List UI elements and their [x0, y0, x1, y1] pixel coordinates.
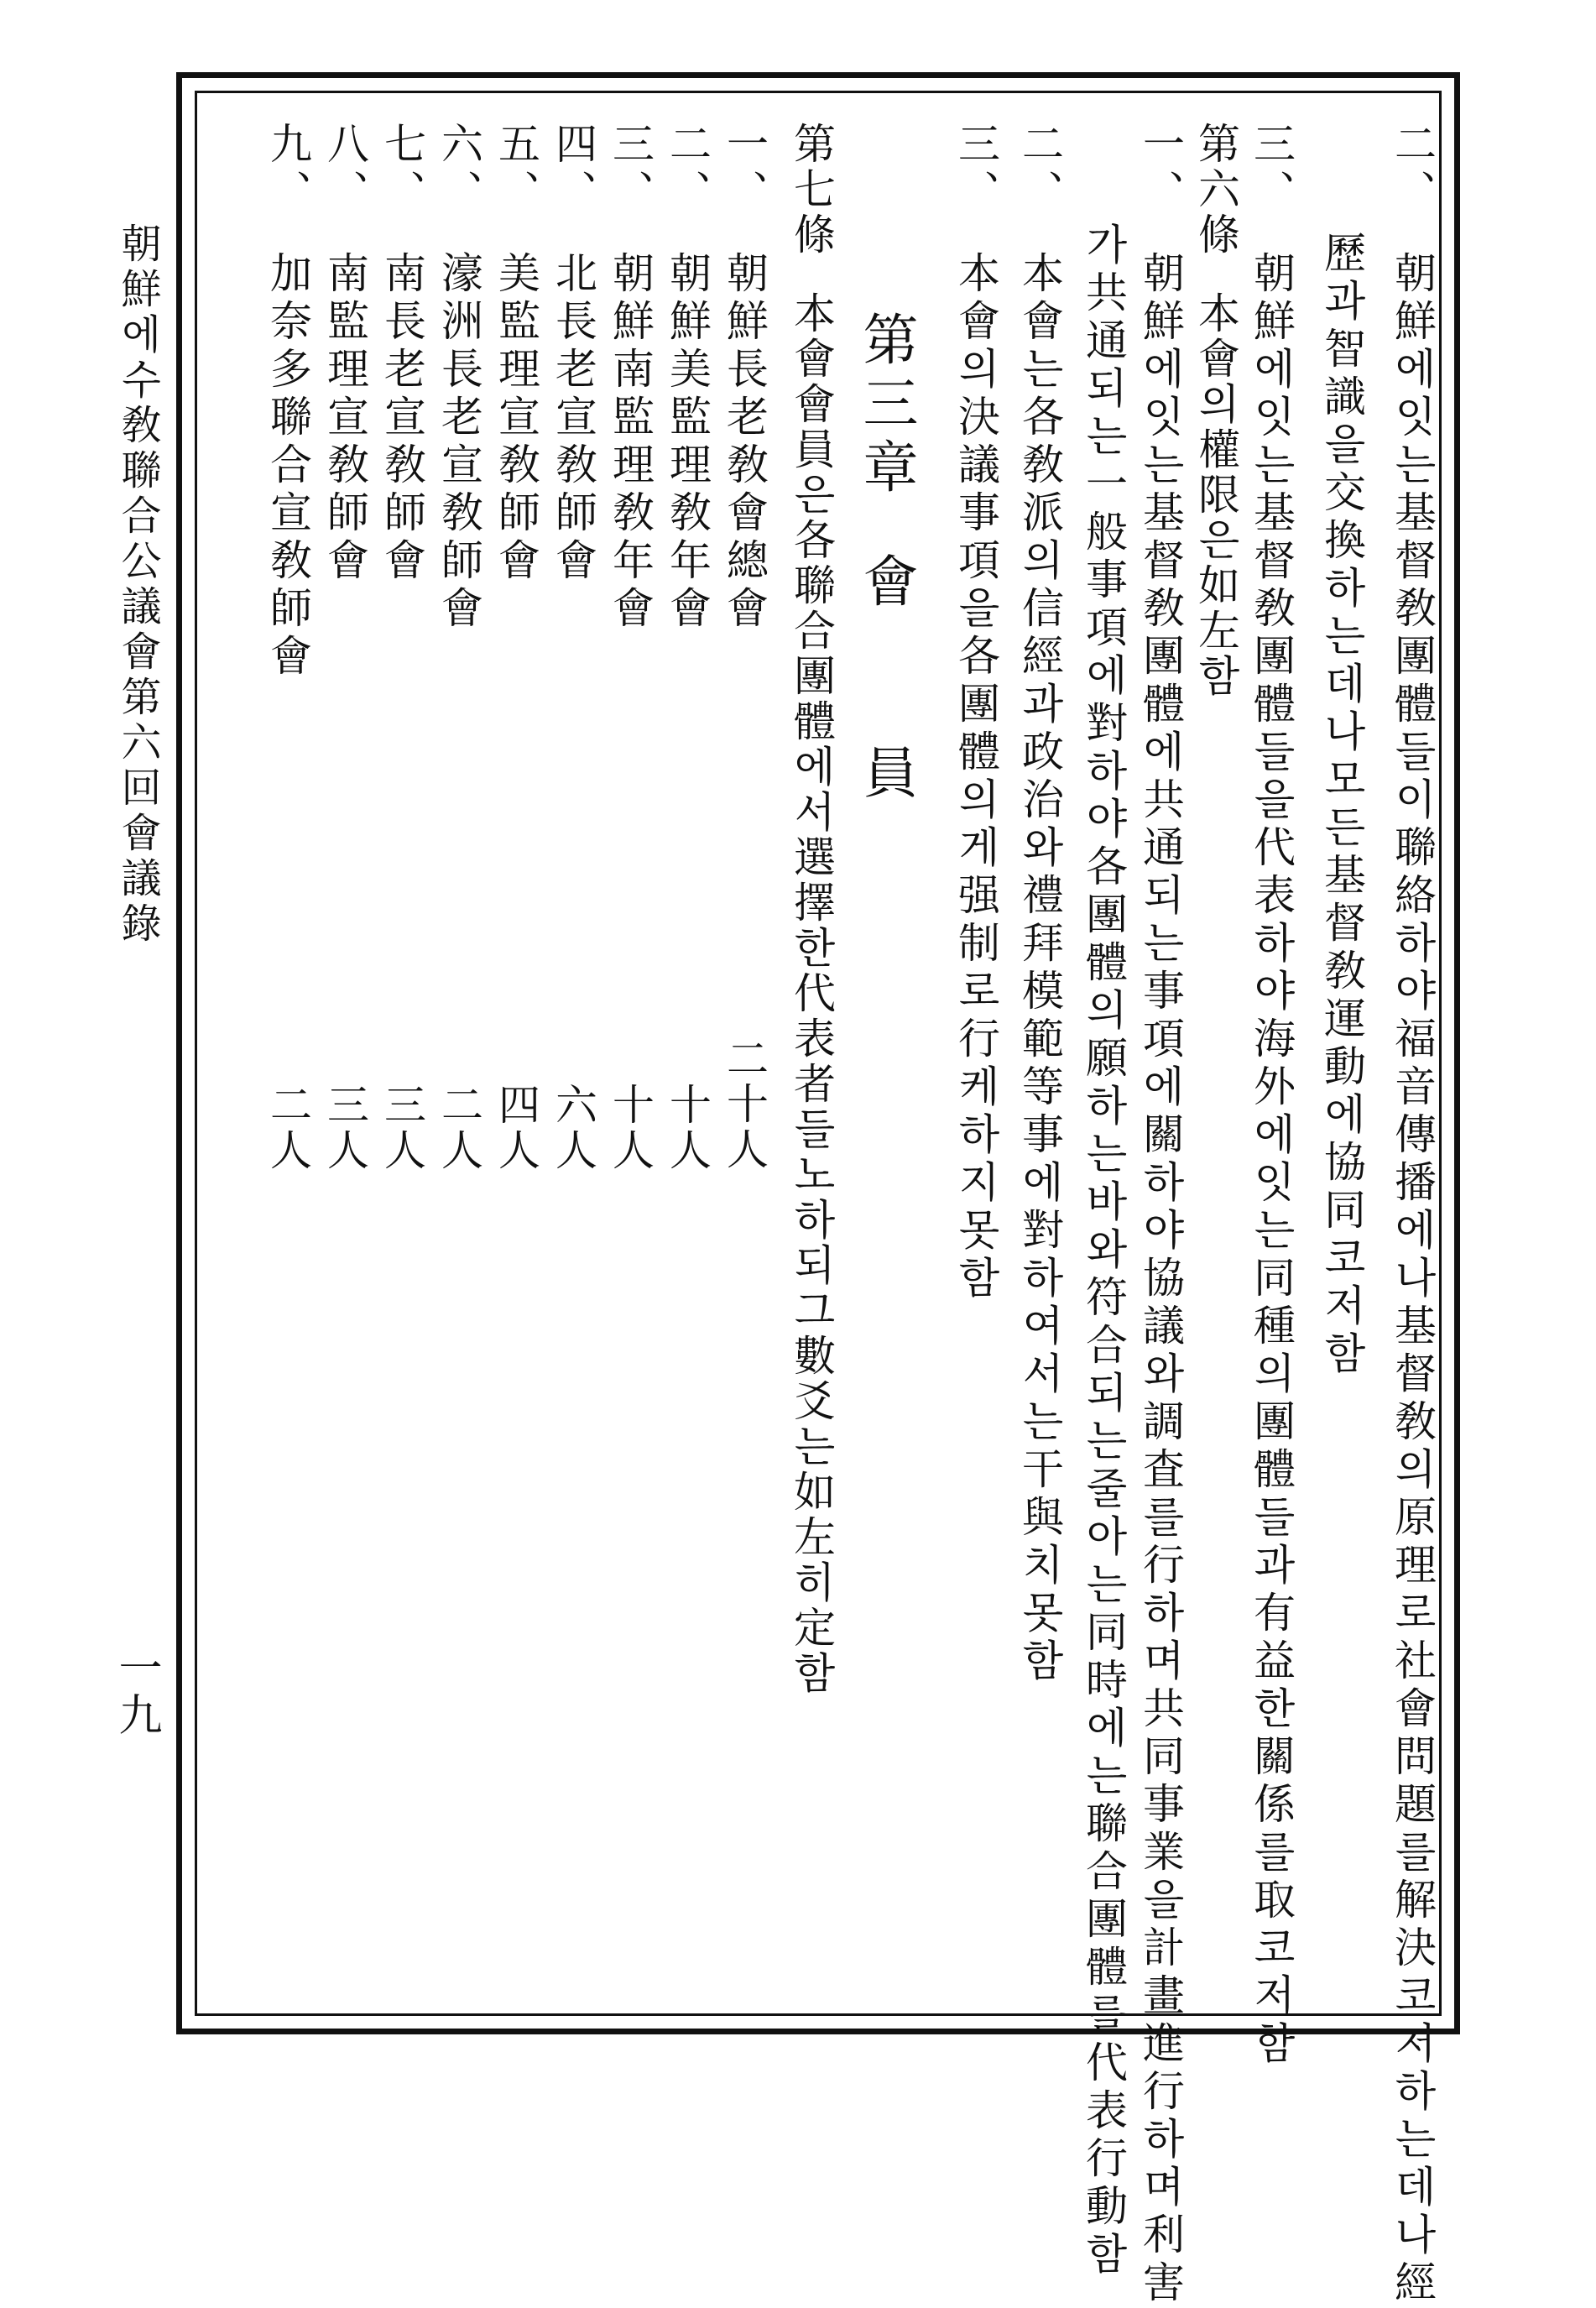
member-name: 朝鮮美監理敎年會 — [663, 251, 712, 634]
member-name: 美監理宣敎師會 — [492, 251, 540, 586]
article-7-heading — [787, 122, 836, 1696]
continuation-item-2-line-2 — [1317, 231, 1366, 1379]
member-name: 加奈多聯合宣敎師會 — [263, 251, 312, 681]
article-6-item-1-line-2 — [1079, 222, 1128, 2279]
item-text: 朝鮮에잇는基督敎團體에共通되는事項에關하야協議와調査를行하며共同事業을計畫進行하며利害 — [1136, 251, 1185, 2308]
member-name: 朝鮮南監理敎年會 — [606, 251, 655, 634]
member-label: 六、 — [435, 122, 483, 217]
member-row — [549, 122, 597, 586]
page-number: 一九 — [111, 1645, 161, 1739]
article-6-item-1-line-1 — [1136, 122, 1185, 2308]
member-label: 八、 — [321, 122, 369, 217]
member-label: 二、 — [663, 122, 712, 217]
member-count: 十人 — [663, 1083, 712, 1173]
item-text: 朝鮮에잇는基督敎團體들이聯絡하야福音傳播에나基督敎의原理로社會問題를解決코저하는데나經 — [1388, 251, 1437, 2308]
member-label: 四、 — [549, 122, 597, 217]
member-row — [606, 122, 655, 634]
member-row — [321, 122, 369, 586]
member-row — [263, 122, 312, 681]
member-row — [720, 122, 769, 634]
member-label: 三、 — [606, 122, 655, 217]
article-6-heading — [1192, 122, 1240, 699]
item-label: 一、 — [1136, 122, 1185, 217]
member-label: 一、 — [720, 122, 769, 217]
member-count: 四人 — [492, 1083, 540, 1173]
article-6-item-3 — [952, 122, 1000, 1303]
article-intro: 本會의權限은如左함 — [1192, 291, 1240, 699]
item-label: 二、 — [1388, 122, 1437, 217]
chapter-3-heading — [853, 311, 918, 807]
chapter-number: 第三章 — [853, 311, 918, 502]
member-count: 二人 — [263, 1083, 312, 1173]
member-count: 二十人 — [720, 1037, 769, 1172]
item-text: 朝鮮에잇는基督敎團體들을代表하야海外에잇는同種의團體들과有益한關係를取코저함 — [1247, 251, 1296, 2069]
article-number: 第七條 — [787, 122, 836, 258]
member-count: 六人 — [549, 1083, 597, 1173]
member-label: 九、 — [263, 122, 312, 217]
chapter-title: 會 員 — [853, 552, 918, 807]
item-text: 本會의決議事項을各團體의게强制로行케하지못함 — [952, 251, 1000, 1303]
member-name: 北長老宣敎師會 — [549, 251, 597, 586]
member-name: 南監理宣敎師會 — [321, 251, 369, 586]
member-label: 七、 — [378, 122, 426, 217]
member-row — [663, 122, 712, 634]
item-label: 三、 — [1247, 122, 1296, 217]
article-intro: 本會會員은各聯合團體에서選擇한代表者들노하되그數爻는如左히定함 — [787, 291, 836, 1696]
member-label: 五、 — [492, 122, 540, 217]
member-name: 濠洲長老宣敎師會 — [435, 251, 483, 634]
continuation-item-3 — [1247, 122, 1296, 2069]
item-text: 歷과智識을交換하는데나모든基督敎運動에協同코저함 — [1317, 231, 1366, 1379]
item-label: 二、 — [1015, 122, 1064, 217]
item-text: 本會는各敎派의信經과政治와禮拜模範等事에對하여서는干與치못함 — [1015, 251, 1064, 1686]
article-number: 第六條 — [1192, 122, 1240, 258]
member-name: 朝鮮長老敎會總會 — [720, 251, 769, 634]
member-row — [492, 122, 540, 586]
item-label: 三、 — [952, 122, 1000, 217]
running-title: 朝鮮에수敎聯合公議會第六回會議錄 — [114, 222, 161, 948]
item-text: 가共通되는一般事項에對하야各團體의願하는바와符合되는줄아는同時에는聯合團體를代表行動함 — [1079, 222, 1128, 2279]
member-count: 三人 — [321, 1083, 369, 1173]
article-6-item-2 — [1015, 122, 1064, 1686]
member-count: 十人 — [606, 1083, 655, 1173]
member-count: 三人 — [378, 1083, 426, 1173]
member-row — [378, 122, 426, 586]
member-row — [435, 122, 483, 634]
member-name: 南長老宣敎師會 — [378, 251, 426, 586]
member-count: 二人 — [435, 1083, 483, 1173]
continuation-item-2-line-1 — [1388, 122, 1437, 2308]
